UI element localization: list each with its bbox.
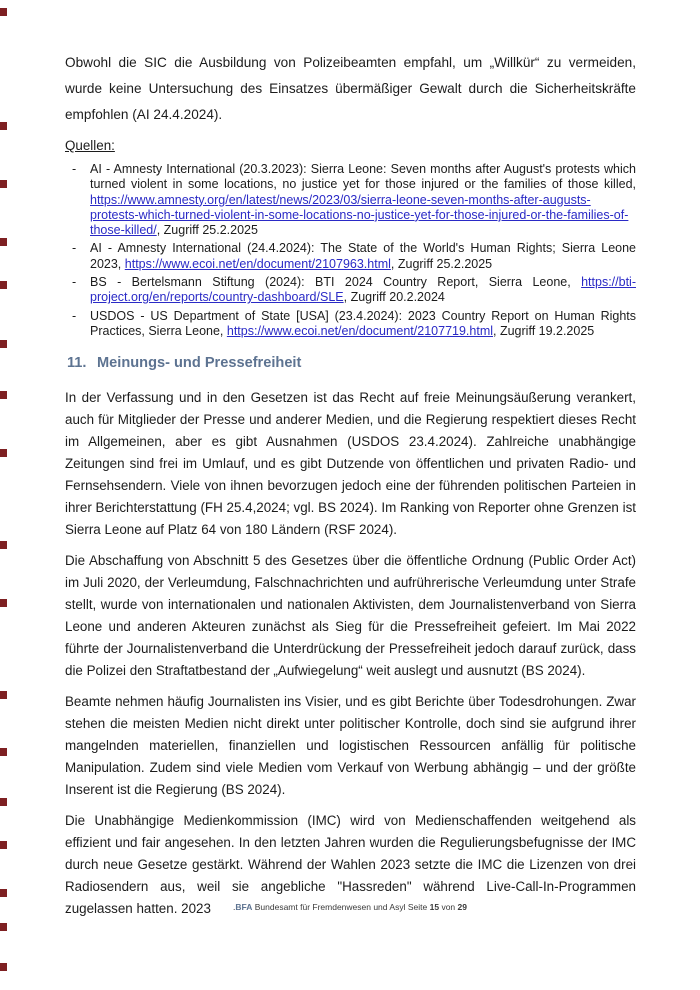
source-item [65, 275, 636, 306]
source-item [65, 309, 636, 340]
footer-of-label: von [441, 902, 456, 912]
source-text: USDOS - US Department of State [USA] (23.4.2024): 2023 Country Report on Human Rights Practices, Sierra Leone, https://www.ecoi.net/en/document/2107719.html, Zugriff 19.2.2025 [90, 308, 636, 338]
change-marker [0, 963, 7, 971]
paragraph-public-order-act: Die Abschaffung von Abschnitt 5 des Gesetzes über die öffentliche Ordnung (Public Order Act) im Juli 2020, der Verleumdung, Falschnachrichten und aufrührerische Verleumdung unter Strafe stellt, wurde von internationalen und nationalen Aktivisten, dem Journalistenverband von Sierra Leone und anderen Akteuren zunächst als Sieg für die Pressefreiheit gefeiert. Im Mai 2022 führte der Journalistenverband die Unterdrückung der Pressefreiheit jedoch darauf zurück, dass die Polizei den Straftatbestand der „Aufwiegelung“ weit auslegt und ausnutzt (BS 2024). [65, 553, 636, 679]
change-marker [0, 923, 7, 931]
footer-page-label: Seite [407, 902, 428, 912]
change-marker [0, 180, 7, 188]
change-marker [0, 889, 7, 897]
bullet-dash: - [72, 162, 77, 176]
paragraph-press-freedom-overview: In der Verfassung und in den Gesetzen ist das Recht auf freie Meinungsäußerung verankert, auch für Mitglieder der Presse und anderer Medien, und die Regierung respektiert dieses Recht im Allgemeinen, aber es gibt Ausnahmen (USDOS 23.4.2024). Zahlreiche unabhängige Zeitungen sind frei im Umlauf, und es gibt Dutzende von öffentlichen und privaten Radio- und Fernsehsendern. Viele von ihnen bevorzugen jedoch eine der führenden politischen Parteien in ihrer Berichterstattung (FH 25.4,2024; vgl. BS 2024). Im Ranking von Reporter ohne Grenzen ist Sierra Leone auf Platz 64 von 180 Ländern (RSF 2024). [65, 390, 636, 538]
paragraph-journalist-threats: Beamte nehmen häufig Journalisten ins Visier, und es gibt Berichte über Todesdrohungen. Zwar stehen die meisten Medien nicht direkt unter politischer Kontrolle, doch sind sie aufgrund ihrer mangelnden materiellen, finanziellen und logistischen Ressourcen anfällig für politische Manipulation. Zudem sind viele Medien vom Verkauf von Werbung abhängig – und der größte Inserent ist die Regierung (BS 2024). [65, 694, 636, 798]
change-marker [0, 391, 7, 399]
change-marker [0, 691, 7, 699]
section-title: Meinungs- und Pressefreiheit [97, 355, 302, 372]
source-text: AI - Amnesty International (20.3.2023): Sierra Leone: Seven months after August's protests which turned violent in some locations, no justice yet for those injured or the families of those killed, https://www.amnesty.org/en/latest/news/2023/03/sierra-leone-seven-months-after-augusts-protests-which-turned-violent-in-some-locations-no-justice-yet-for-those-injured-or-the-families-of-those-killed/, Zugriff 25.2.2025 [90, 162, 636, 238]
change-marker [0, 122, 7, 130]
change-marker [0, 841, 7, 849]
section-number: 11. [67, 355, 87, 372]
change-marker [0, 340, 7, 348]
change-marker [0, 748, 7, 756]
source-text: BS - Bertelsmann Stiftung (2024): BTI 2024 Country Report, Sierra Leone, https://bti-project.org/en/reports/country-dashboard/SLE, Zugriff 20.2.2024 [90, 275, 636, 305]
paragraph-media-commission: Die Unabhängige Medienkommission (IMC) wird von Medienschaffenden weitgehend als effizient und fair angesehen. In den letzten Jahren wurden die Regulierungsbefugnisse der IMC durch neue Gesetze gestärkt. Während der Wahlen 2023 setzte die IMC die Lizenzen von drei Radiosendern aus, weil sie angebliche "Hassreden" während Live-Call-In-Programmen zugelassen hatten. 2023 [65, 813, 636, 917]
change-marker [0, 541, 7, 549]
source-link[interactable]: https://www.ecoi.net/en/document/2107963.html [124, 256, 391, 271]
bullet-dash: - [72, 275, 77, 290]
source-link[interactable]: https://www.ecoi.net/en/document/2107719.html [226, 323, 494, 338]
paragraph-intro: Obwohl die SIC die Ausbildung von Polizeibeamten empfahl, um „Willkür“ zu vermeiden, wurde keine Untersuchung des Einsatzes übermäßiger Gewalt durch die Sicherheitskräfte empfohlen (AI 24.4.2024). [65, 55, 636, 122]
change-marker [0, 599, 7, 607]
source-link[interactable]: https://bti-project.org/en/reports/country-dashboard/SLE [90, 275, 636, 305]
footer-page-number: 15 [429, 902, 440, 912]
change-marker [0, 281, 7, 289]
change-marker [0, 238, 7, 246]
bullet-dash: - [72, 308, 77, 323]
source-text: AI - Amnesty International (24.4.2024): The State of the World's Human Rights; Sierra Leone 2023, https://www.ecoi.net/en/document/2107963.html, Zugriff 25.2.2025 [90, 241, 636, 271]
footer-org-name: Bundesamt für Fremdenwesen und Asyl [254, 902, 406, 912]
footer-page-total: 29 [457, 902, 467, 912]
section-heading [67, 354, 636, 372]
bullet-dash: - [72, 241, 77, 256]
source-item [65, 162, 636, 238]
change-marker [0, 8, 7, 16]
change-marker [0, 798, 7, 806]
page-footer [0, 902, 700, 913]
sources-list [65, 162, 636, 339]
change-marker [0, 449, 7, 457]
bfa-logo: BFA [235, 902, 253, 912]
footer-logo-dot: . [233, 902, 236, 912]
source-item [65, 241, 636, 272]
sources-label: Quellen: [65, 138, 115, 153]
source-link[interactable]: https://www.amnesty.org/en/latest/news/2023/03/sierra-leone-seven-months-after-augusts-protests-which-turned-violent-in-some-locations-no-justice-yet-for-those-injured-or-the-families-of-those-killed/ [90, 192, 629, 238]
